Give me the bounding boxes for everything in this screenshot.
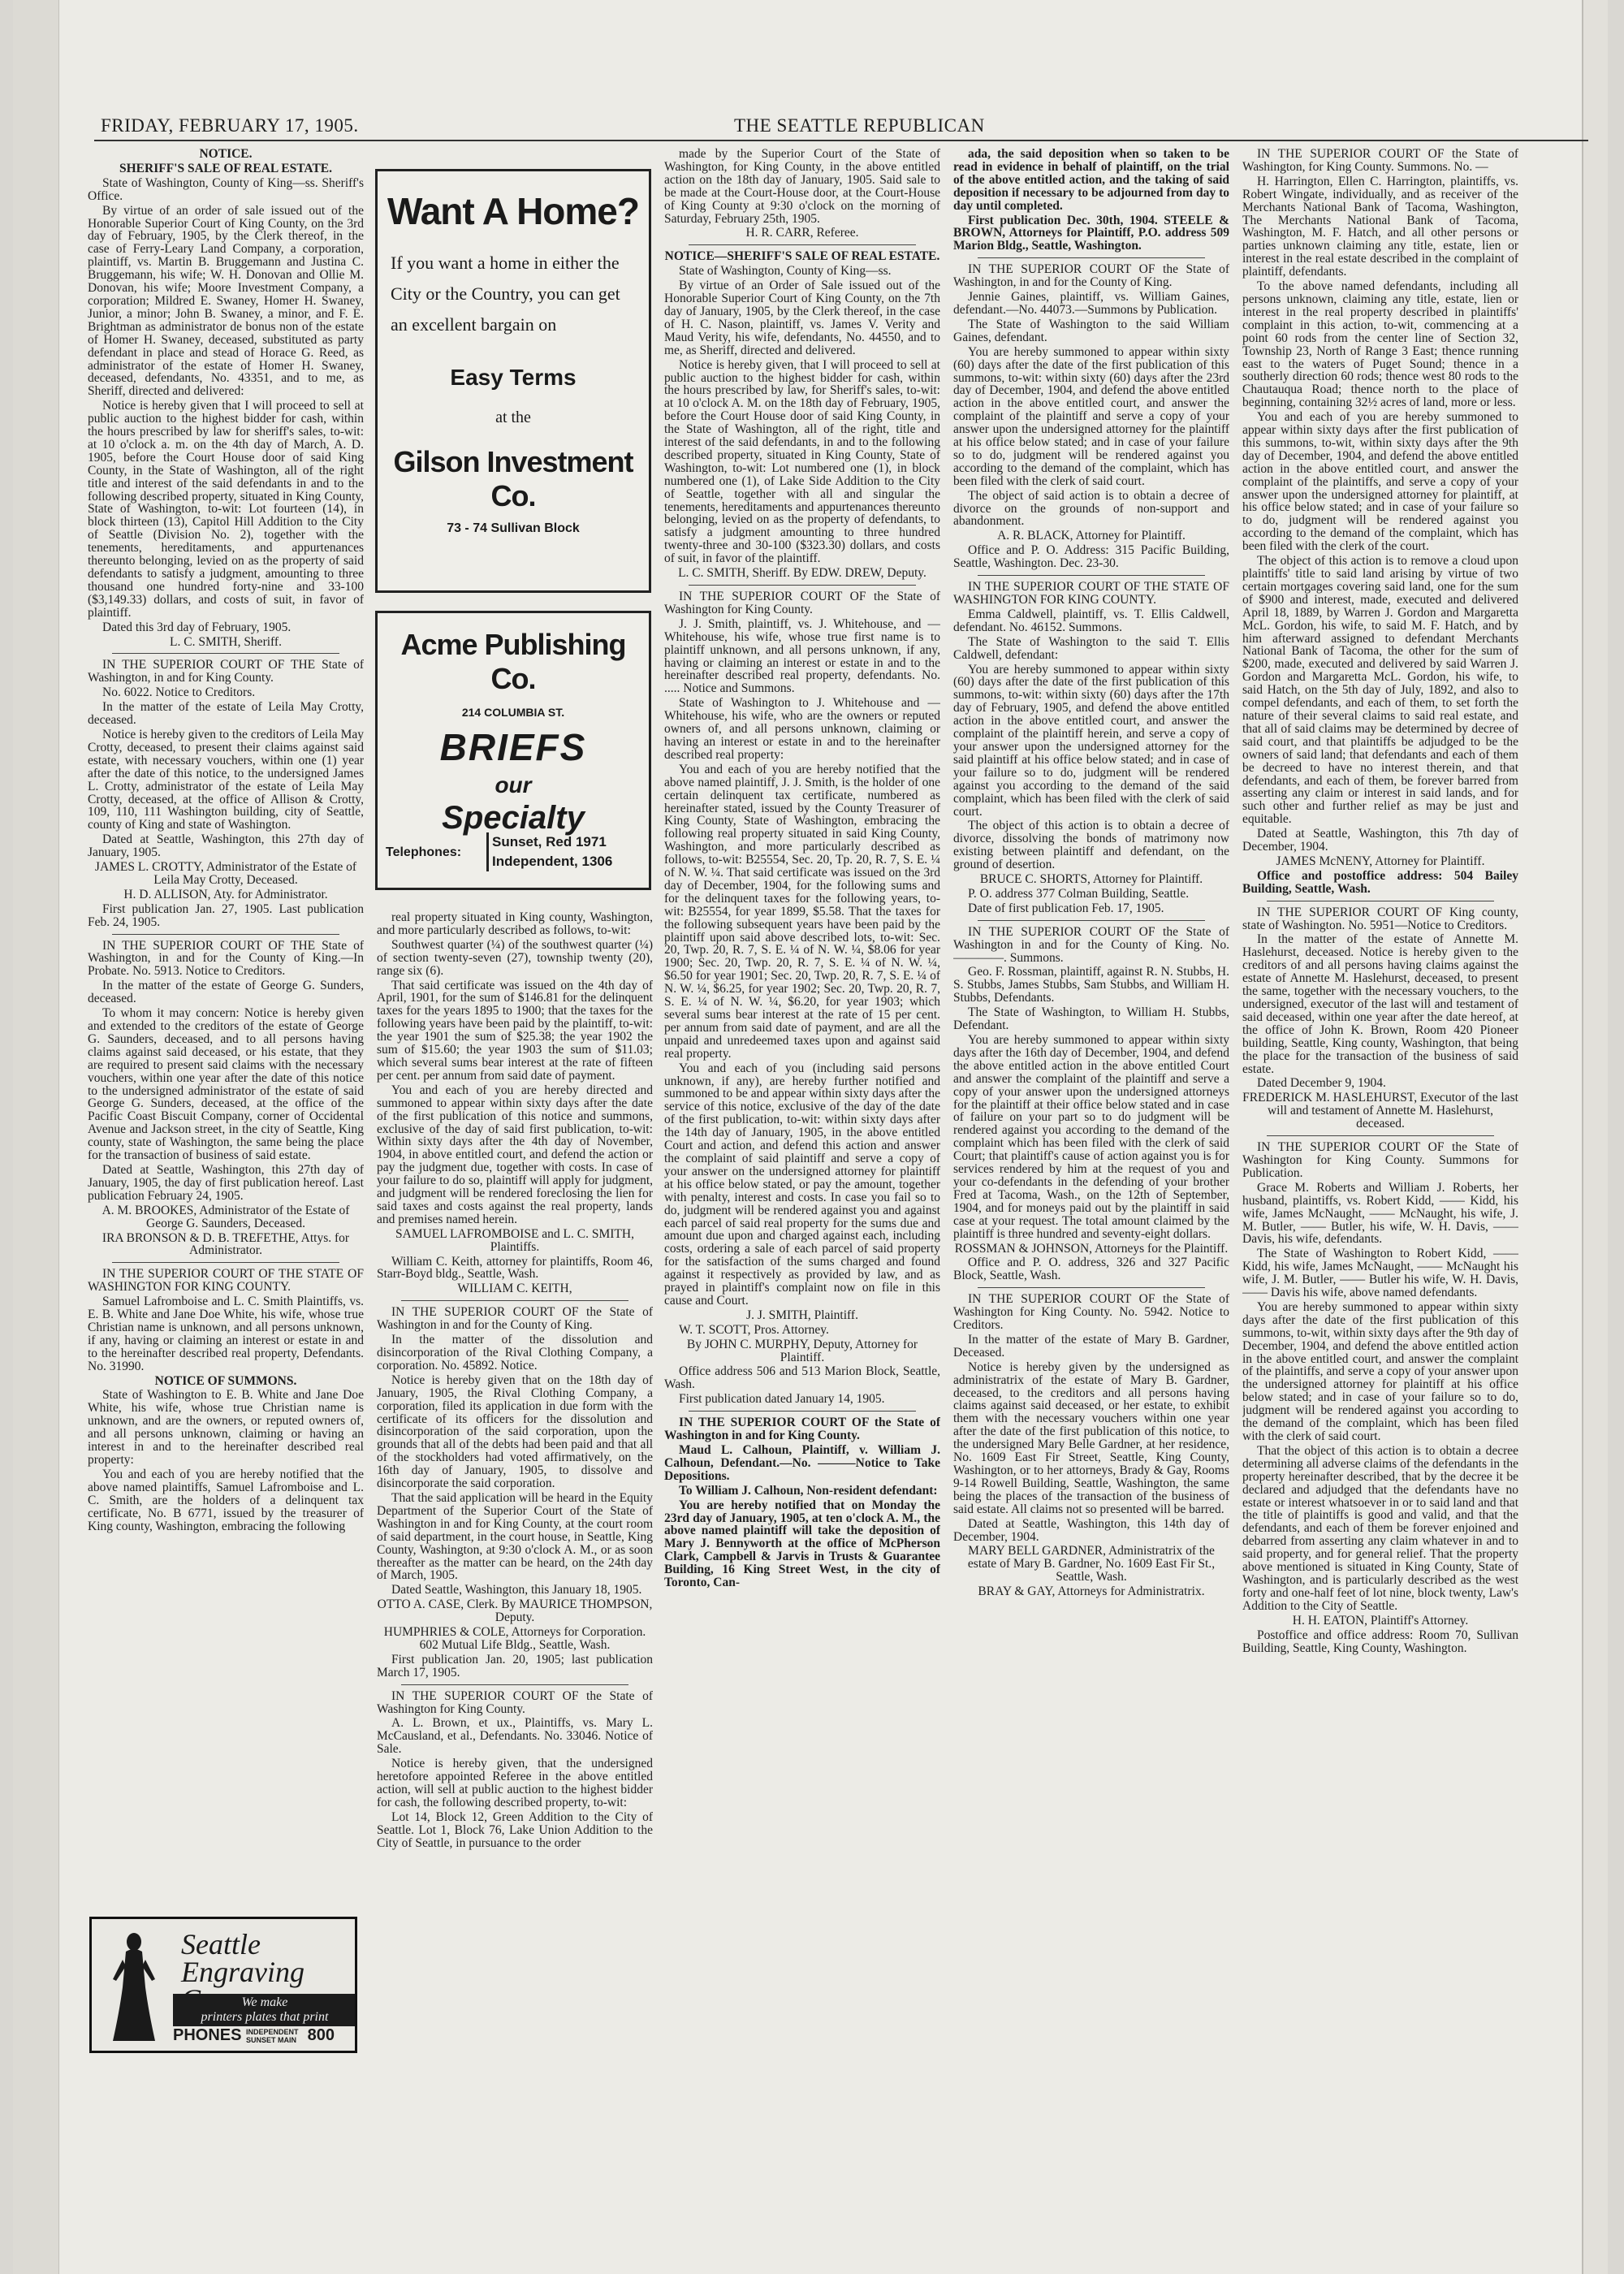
notice-divider: [978, 257, 1205, 258]
notice-paragraph: First publication Dec. 30th, 1904. STEELE & BROWN, Attorneys for Plaintiff, P.O. address 509 Marion Bldg., Seattle, Washington.: [953, 213, 1229, 253]
telephone-independent: Independent, 1306: [492, 854, 613, 869]
notice-paragraph: You and each of you are hereby summoned to appear within sixty days after the first publication of this summons, to-wit, within sixty days after the 9th day of December, 1904, and defend the above entitled action in the above entitled court, and answer the complaint of the plaintiffs, and serve a copy of your answer upon the undersigned attorney for plaintiff, at his office below stated; and in case of your failure so to do, judgment will be rendered against you according to the demand of the complaint, which has been filed with the clerk of the court.: [1242, 410, 1518, 554]
notice-paragraph: Postoffice and office address: Room 70, Sullivan Building, Seattle, King County, Washington.: [1242, 1628, 1518, 1655]
notice-divider: [401, 1684, 628, 1685]
notice-signature: JAMES L. CROTTY, Administrator of the Estate of Leila May Crotty, Deceased.: [94, 860, 357, 887]
notice-paragraph: Notice is hereby given by the undersigned as administratrix of the estate of Mary B. Gardner, deceased, to the creditors and all persons having claims against said deceased, or her estate, to exhibit them with the necessary vouchers within one year after the date of the first publication of this notice, to the undersigned Mary Belle Gardner, at her residence, No. 1609 East Fir Street, Seattle, King County, Washington, or to her attorneys, Brady & Gay, Rooms 9-14 Rowell Building, Seattle, Washington, the same being the places of the transaction of the business of said estate. All claims not so presented will be barred.: [953, 1360, 1229, 1516]
notice-paragraph: Dated December 9, 1904.: [1257, 1076, 1386, 1091]
engraving-slogan: [173, 1994, 356, 2026]
ad-address: 73 - 74 Sullivan Block: [447, 521, 580, 535]
slogan-line-1: We make: [241, 1995, 288, 2009]
notice-paragraph: Notice is hereby given that I will proceed to sell at public auction to the highest bidder for cash, within the hours prescribed by law for sheriff's sales, to-wit: at 10 o'clock a. m. on the 4th day of March, A. D. 1905, before the Court House door of said King County, in the State of Washington, all of the right title and interest of the said defendants in and to the following described property, situated in King County, State of Washington, to-wit: Lot fourteen (14), in block thirteen (13), Capitol Hill Addition to the City of Seattle (Division No. 2), together with the tenements, hereditaments, and appurtenances thereunto belonging, levied on as the property of said defendants to satisfy a judgment, amounting to three thousand one hundred forty-nine and 33-100 ($3,149.33) dollars, and costs of suit, in favor of plaintiff.: [88, 399, 364, 620]
notice-heading: NOTICE OF SUMMONS.: [154, 1373, 297, 1388]
notice-paragraph: You are hereby summoned to appear within sixty (60) days after the date of the first publication of this summons, to-wit: within sixty (60) days after the 23rd day of December, 1904, and defend the above entitled action in the above entitled court, and answer the complaint of the plaintiff and serve a copy of your answer upon the undersigned attorney for the plaintiff at his office below stated; and in case of your failure so to do, judgment will be rendered against you according to the demand of the complaint, which has been filed with the clerk of said court.: [953, 344, 1229, 488]
notice-paragraph: State of Washington, County of King—ss.: [679, 264, 892, 279]
paper-title: THE SEATTLE REPUBLICAN: [734, 115, 985, 136]
notice-divider: [689, 1411, 916, 1412]
notice-paragraph: Notice is hereby given to the creditors of Leila May Crotty, deceased, to present their claims against said estate, with necessary vouchers, within one (1) year after the date of this notice, to the undersigned James L. Crotty, administrator of the estate of Leila May Crotty, deceased, at the office of Allison & Crotty, 109, 110, 111 Washington building, city of Seattle, county of King and state of Washington.: [88, 727, 364, 832]
woman-figure-icon: [108, 1930, 160, 2044]
notice-divider: [112, 934, 339, 935]
notice-signature: J. J. SMITH, Plaintiff.: [746, 1308, 858, 1322]
notice-divider: [978, 920, 1205, 921]
notice-paragraph: You and each of you (including said persons unknown, if any), are hereby further notified and summoned to be and appear within sixty days after the service of this notice, exclusive of the day of the date of the first publication, to-wit: within sixty days after the 14th day of January, 1905, in the above entitled Court and action, and defend this action and answer the complaint of said plaintiff and serve a copy of your answer on the undersigned attorney for plaintiff at his office below stated, or pay the amount, together with penalty, interest and costs. In case you fail so to do, judgment will be rendered against you and against each parcel of said real property for the sums due and amount due upon and charged against each, including costs, ordering a sale of each parcel of said property for the satisfaction of the sums charged and found against it respectively as provided by law, and as prayed in plaintiff's complaint now on file in this cause and Court.: [664, 1061, 940, 1308]
notice-paragraph: Grace M. Roberts and William J. Roberts, her husband, plaintiffs, vs. Robert Kidd, —— Kidd, his wife, James McNaught, —— McNaught, his wife, J. M. Butler, —— Butler, his wife, W. H. Davis, —— Davis, his wife, defendants.: [1242, 1180, 1518, 1247]
notice-paragraph: In the matter of the estate of Leila May Crotty, deceased.: [88, 700, 364, 728]
column-2: [377, 911, 653, 1918]
notice-paragraph: You are hereby summoned to appear within sixty (60) days after the date of the first publication of this summons, to-wit: within sixty (60) days after the 17th day of February, 1905, and defend the above entitled action in the above entitled court, and answer the complaint of the plaintiff herein, and serve a copy of your answer upon the undersigned attorney for the said plaintiff at his office below stated; and in case of your failure so to do, judgment will be rendered against you according to the demand of the said complaint, which has been filed with the clerk of said court.: [953, 662, 1229, 819]
notice-paragraph: Notice is hereby given, that the undersigned heretofore appointed Referee in the above entitled action, will sell at public auction to the highest bidder for cash, the following described property, to-wit:: [377, 1757, 653, 1809]
notice-paragraph: To whom it may concern: Notice is hereby given and extended to the creditors of the estate of George G. Saunders, deceased, and to all persons having claims against said deceased, or his estate, that they are required to present said claims with the necessary vouchers, within one year after the date of this notice to the undersigned administrator of the estate of said George G. Sunders, deceased, at the office of the Pacific Coast Biscuit Company, corner of Occidental Avenue and Jackson street, in the city of Seattle, King county, state of Washington, the same being the place for the transaction of business of said estate.: [88, 1006, 364, 1163]
ad-street: 214 COLUMBIA ST.: [461, 706, 565, 719]
issue-date: FRIDAY, FEBRUARY 17, 1905.: [101, 115, 359, 136]
notice-paragraph: That the said application will be heard in the Equity Department of the Superior Court of the State of Washington in and for King County, at the court room of said department, in the court house, in Seattle, King County, Washington, at 9:30 o'clock A. M., or as soon thereafter as the matter can be heard, on the 24th day of March, 1905.: [377, 1490, 653, 1583]
seattle-engraving-ad: [89, 1917, 357, 2053]
notice-paragraph: Southwest quarter (¼) of the southwest quarter (¼) of section twenty-seven (27), township twenty (20), range six (6).: [377, 937, 653, 978]
notice-paragraph: Dated at Seattle, Washington, this 27th day of January, 1905, the day of first publication hereof. Last publication February 24, 1905.: [88, 1162, 364, 1203]
notice-paragraph: Samuel Lafromboise and L. C. Smith Plaintiffs, vs. E. B. White and Jane Doe White, his wife, whose true Christian name is unknown, and all persons unknown, if any, having or claiming an interest or estate in and to the hereinafter described real property, Defendants. No. 31990.: [88, 1295, 364, 1373]
notice-paragraph: William C. Keith, attorney for plaintiffs, Room 46, Starr-Boyd bldg., Seattle, Wash.: [377, 1254, 653, 1282]
ad-terms: Easy Terms: [450, 365, 577, 390]
notice-paragraph: Date of first publication Feb. 17, 1905.: [968, 901, 1164, 915]
gilson-investment-ad: [375, 169, 651, 593]
notice-paragraph: State of Washington to E. B. White and Jane Doe White, his wife, whose true Christian name is unknown, and are the owners, or reputed owners of, and all persons unknown, claiming or having an interest in and to the hereinafter described real property:: [88, 1388, 364, 1467]
notice-paragraph: Dated this 3rd day of February, 1905.: [102, 620, 292, 634]
notice-signature: FREDERICK M. HASLEHURST, Executor of the last will and testament of Annette M. Haslehurst, deceased.: [1242, 1091, 1518, 1131]
notice-divider: [978, 575, 1205, 576]
acme-publishing-ad: [375, 611, 651, 890]
binding-gutter: [13, 0, 59, 2274]
header-rule: [94, 140, 1588, 141]
ad-specialty: Specialty: [442, 800, 585, 836]
page-header: [101, 115, 1579, 140]
notice-heading: NOTICE—SHERIFF'S SALE OF REAL ESTATE.: [664, 249, 940, 264]
notice-paragraph: Office and P. O. address, 326 and 327 Pacific Block, Seattle, Wash.: [953, 1256, 1229, 1283]
notice-paragraph: In the matter of the estate of George G. Sunders, deceased.: [88, 979, 364, 1006]
notice-paragraph: Office and P. O. Address: 315 Pacific Building, Seattle, Washington. Dec. 23-30.: [953, 543, 1229, 571]
notice-paragraph: State of Washington, County of King—ss. Sheriff's Office.: [88, 175, 364, 203]
engraving-logo: Seattle Engraving: [181, 1928, 304, 1988]
ad-at-the: at the: [495, 409, 531, 426]
notice-paragraph: You and each of you are hereby notified that the above named plaintiffs, Samuel Lafromboise and L. C. Smith, are the holders of a delinquent tax certificate, No. B 6771, issued by the treasurer of King county, Washington, embracing the following: [88, 1467, 364, 1533]
notice-paragraph: IN THE SUPERIOR COURT OF King county, state of Washington. No. 5951—Notice to Creditors.: [1242, 905, 1518, 932]
notice-signature: HUMPHRIES & COLE, Attorneys for Corporation. 602 Mutual Life Bldg., Seattle, Wash.: [383, 1625, 646, 1652]
notice-paragraph: Dated Seattle, Washington, this January 18, 1905.: [391, 1583, 642, 1597]
newspaper-page: [13, 0, 1608, 2274]
notice-paragraph: ada, the said deposition when so taken to be read in evidence in behalf of plaintiff, on the trial of the above entitled action, and the taking of said deposition if necessary to be adjourned from day to day until completed.: [953, 148, 1229, 213]
notice-paragraph: IN THE SUPERIOR COURT OF the State of Washington in and for the County of King. No. ————. Summons.: [953, 924, 1229, 965]
notice-paragraph: IN THE SUPERIOR COURT OF the State of Washington in and for King County.: [664, 1416, 940, 1443]
notice-paragraph: The object of said action is to obtain a decree of divorce on the grounds of non-support and abandonment.: [953, 488, 1229, 529]
notice-paragraph: Office and postoffice address: 504 Bailey Building, Seattle, Wash.: [1242, 868, 1518, 896]
notice-paragraph: The State of Washington to the said T. Ellis Caldwell, defendant:: [953, 634, 1229, 662]
telephones-label: Telephones:: [386, 845, 462, 859]
ad-our: our: [495, 772, 532, 798]
ad-company: Gilson Investment Co.: [393, 445, 633, 512]
notice-paragraph: Jennie Gaines, plaintiff, vs. William Gaines, defendant.—No. 44073.—Summons by Publication.: [953, 290, 1229, 317]
notice-signature: BRUCE C. SHORTS, Attorney for Plaintiff.: [979, 872, 1203, 887]
notice-heading: NOTICE.: [199, 148, 253, 161]
notice-paragraph: IN THE SUPERIOR COURT OF THE State of Washington, in and for King County.: [88, 658, 364, 685]
notice-divider: [1267, 1135, 1494, 1136]
notice-paragraph: In the matter of the estate of Annette M. Haslehurst, deceased. Notice is hereby given to the creditors of and all persons having claims against the estate of Annette M. Haslehurst, deceased, to present the same, together with the necessary vouchers, to the undersigned, executor of the last will and testament of said deceased, within one year after the date hereof, at the office of John K. Brown, Room 420 Pioneer building, Seattle, King county, Washington, that being the place for the transaction of the business of said estate.: [1242, 932, 1518, 1076]
notice-signature: WILLIAM C. KEITH,: [457, 1282, 572, 1296]
notice-signature: H. H. EATON, Plaintiff's Attorney.: [1292, 1613, 1469, 1628]
notice-paragraph: The State of Washington to the said William Gaines, defendant.: [953, 317, 1229, 344]
notice-signature: A. R. BLACK, Attorney for Plaintiff.: [997, 529, 1186, 543]
notice-paragraph: That said certificate was issued on the 4th day of April, 1901, for the sum of $146.81 for the delinquent taxes for the years 1895 to 1900; that the taxes for the following years have been paid by the plaintiff, to-wit: the year 1901 the sum of $25.38; the year 1902 the sum of $15.60; the year 1903 the sum of $11.03; which several sums bear interest at the rate of fifteen per cent. per annum from said date of payment.: [377, 978, 653, 1083]
notice-signature: SAMUEL LAFROMBOISE and L. C. SMITH, Plaintiffs.: [395, 1226, 634, 1254]
notice-signature: L. C. SMITH, Sheriff. By EDW. DREW, Deputy.: [678, 566, 926, 581]
notice-paragraph: Maud L. Calhoun, Plaintiff, v. William J. Calhoun, Defendant.—No. ———Notice to Take Depositions.: [664, 1443, 940, 1483]
notice-paragraph: The object of this action is to remove a cloud upon plaintiffs' title to said land arising by virtue of two certain mortgages covering said land, one for the sum of $900 and interest, made, executed and delivered April 18, 1889, by Warren J. Gordon and Margaretta McL. Gordon, his wife, to said M. F. Hatch, and by him afterward assigned to defendant Merchants National Bank of Tacoma, the other for the sum of $200, made, executed and delivered by said Warren J. Gordon and Margaretta McL. Gordon, his wife, to said Hatch, on the 5th day of July, 1892, and also to compel defendants, and each of them, to set forth the nature of their several claims to said real estate, and that all of said claims may be determined by decree of said court, and that plaintiffs be adjudged to be the owners of said land; that defendants and each of them be decreed to have no interest therein, and that defendants, and each of them, be forever barred from asserting any claim or interest in said lands, and for such other and further relief as may be just and equitable.: [1242, 554, 1518, 827]
notice-paragraph: The State of Washington to Robert Kidd, —— Kidd, his wife, James McNaught, —— McNaught his wife, J. M. Butler, —— Butler his wife, W. H. Davis, —— Davis his wife, above named defendants.: [1242, 1247, 1518, 1300]
notice-paragraph: You are hereby summoned to appear within sixty days after the 16th day of December, 1904, and defend the above entitled action in the above entitled Court and answer the complaint of the plaintiff and serve a copy of your answer upon the undersigned attorneys for the plaintiff at their office below stated and in case of failure on your part so to do judgment will be rendered against you according to the demand of the complaint which has been filed with the clerk of said Court; that plaintiff's cause of action against you is for services rendered by him at the request of you and your co-defendants in the defending of your brother Fred at Tacoma, Wash., on the 12th of September, 1904, and for moneys paid out by the plaintiff in said case at your request. The total amount claimed by the plaintiff is three hundred and seventy-eight dollars.: [953, 1033, 1229, 1241]
notice-paragraph: Lot 14, Block 12, Green Addition to the City of Seattle. Lot 1, Block 76, Lake Union Addition to the City of Seattle, in pursuance to the order: [377, 1809, 653, 1850]
column-1: [88, 148, 364, 1910]
ad-telephones: [386, 832, 642, 873]
notice-paragraph: Dated at Seattle, Washington, this 27th day of January, 1905.: [88, 832, 364, 860]
ad-headline: Want A Home?: [387, 190, 639, 232]
notice-paragraph: You and each of you are hereby directed and summoned to appear within sixty days after the date of the first publication of this notice and summons, exclusive of the day of said first publication, to-wit: Within sixty days after the 4th day of November, 1904, in above entitled court, and defend the action or pay the judgment due, together with costs. In case of your failure to do so, plaintiff will apply for judgment, and judgment will be rendered foreclosing the lien for said taxes and costs against the real property, lands and premises named herein.: [377, 1083, 653, 1226]
notice-paragraph: No. 6022. Notice to Creditors.: [102, 685, 256, 700]
notice-divider: [112, 653, 339, 654]
notice-paragraph: IN THE SUPERIOR COURT OF THE State of Washington, in and for the County of King.—In Probate. No. 5913. Notice to Creditors.: [88, 938, 364, 979]
page-right-edge: [1582, 0, 1608, 2274]
notice-paragraph: IN THE SUPERIOR COURT OF the State of Washington, in and for the County of King.: [953, 262, 1229, 290]
notice-paragraph: First publication Jan. 20, 1905; last publication March 17, 1905.: [377, 1652, 653, 1680]
notice-paragraph: A. L. Brown, et ux., Plaintiffs, vs. Mary L. McCausland, et al., Defendants. No. 33046. Notice of Sale.: [377, 1716, 653, 1757]
notice-paragraph: Emma Caldwell, plaintiff, vs. T. Ellis Caldwell, defendant. No. 46152. Summons.: [953, 607, 1229, 634]
notice-divider: [401, 1300, 628, 1301]
ad-briefs: BRIEFS: [439, 726, 587, 768]
notice-signature: H. D. ALLISON, Aty. for Administrator.: [123, 887, 328, 901]
notice-paragraph: The object of this action is to obtain a decree of divorce, dissolving the bonds of matrimony now existing between plaintiff and defendant, on the ground of desertion.: [953, 819, 1229, 872]
notice-divider: [978, 1287, 1205, 1288]
notice-paragraph: State of Washington to J. Whitehouse and — Whitehouse, his wife, who are the owners or reputed owners of, and all persons unknown, claiming or having an interest or estate in and to the hereinafter described real property:: [664, 696, 940, 762]
notice-paragraph: Office address 506 and 513 Marion Block, Seattle, Wash.: [664, 1364, 940, 1392]
column-5: [1242, 148, 1518, 2186]
notice-paragraph: First publication dated January 14, 1905.: [679, 1392, 885, 1407]
notice-paragraph: By virtue of an Order of Sale issued out of the Honorable Superior Court of King County, on the 7th day of January, 1905, by the Clerk thereof, in the case of H. C. Nason, plaintiff, vs. James V. Verity and Maud Verity, his wife, defendants, No. 44550, and to me, as Sheriff, directed and delivered.: [664, 279, 940, 357]
notice-divider: [689, 585, 916, 586]
notice-paragraph: In the matter of the estate of Mary B. Gardner, Deceased.: [953, 1332, 1229, 1360]
engraving-phones: [173, 2026, 356, 2052]
notice-divider: [689, 244, 916, 245]
slogan-line-2: printers plates that print: [201, 2010, 329, 2024]
notice-paragraph: Notice is hereby given that on the 18th day of January, 1905, the Rival Clothing Company, a corporation, filed its application in due form with the certificate of its officers for the dissolution and disincorporation of the said corporation, upon the grounds that all of the debts had been paid and that all of the stockholders had voted affirmatively, on the 16th day of January, 1905, to dissolve and disincorporate the said corporation.: [377, 1373, 653, 1491]
notice-paragraph: To William J. Calhoun, Non-resident defendant:: [679, 1483, 938, 1498]
notice-paragraph: IN THE SUPERIOR COURT OF the State of Washington for King County.: [377, 1688, 653, 1716]
notice-signature: JAMES McNENY, Attorney for Plaintiff.: [1276, 854, 1485, 868]
notice-signature: A. M. BROOKES, Administrator of the Estate of George G. Saunders, Deceased.: [102, 1203, 350, 1230]
notice-paragraph: IN THE SUPERIOR COURT OF the State of Washington, for King County. Summons. No. —: [1242, 148, 1518, 174]
phones-number: 800: [307, 2026, 335, 2044]
telephone-sunset: Sunset, Red 1971: [492, 834, 607, 850]
notice-paragraph: IN THE SUPERIOR COURT OF the State of Washington for King County.: [664, 590, 940, 616]
notice-paragraph: In the matter of the dissolution and disincorporation of the Rival Clothing Company, a corporation. No. 45892. Notice.: [377, 1333, 653, 1373]
notice-heading: SHERIFF'S SALE OF REAL ESTATE.: [119, 161, 332, 175]
notice-signature: By JOHN C. MURPHY, Deputy, Attorney for Plaintiff.: [686, 1337, 918, 1364]
notice-paragraph: H. Harrington, Ellen C. Harrington, plaintiffs, vs. Robert Wingate, individually, and as receiver of the Merchants National Bank of Tacoma, Washington, The Merchants National Bank of Tacoma, Washington, M. F. Hatch, and all other persons or parties unknown claiming any title, estate, lien or interest in the real estate described in the complaint of plaintiff, defendants.: [1242, 174, 1518, 279]
ad-body: If you want a home in either the City or the Country, you can get an excellent bargain on: [391, 253, 620, 335]
notice-paragraph: W. T. SCOTT, Pros. Attorney.: [679, 1322, 829, 1337]
notice-paragraph: IN THE SUPERIOR COURT OF the State of Washington for King County. Summons for Publication.: [1242, 1140, 1518, 1180]
notice-signature: MARY BELL GARDNER, Administratrix of the estate of Mary B. Gardner, No. 1609 East Fir St., Seattle, Wash.: [967, 1544, 1216, 1584]
notice-signature: OTTO A. CASE, Clerk. By MAURICE THOMPSON, Deputy.: [377, 1597, 653, 1625]
notice-paragraph: IN THE SUPERIOR COURT OF THE STATE OF WASHINGTON FOR KING COUNTY.: [88, 1267, 364, 1295]
notice-paragraph: By virtue of an order of sale issued out of the Honorable Superior Court of King County, on the 3rd day of February, 1905, by the Clerk thereof, in the case of Ferry-Leary Land Company, a corporation, plaintiff, vs. Martin B. Bruggemann and Justina C. Bruggemann, his wife; W. H. Donovan and Ollie M. Donovan, his wife; Moore Investment Company, a corporation; Mildred E. Swaney, Homer H. Swaney, Junior, a minor; John B. Swaney, a minor, and F. E. Brightman as administrator de bonus non of the estate of Homer H. Swaney, deceased, substituted as party defendant in place and stead of Horace G. Reed, as administrator of the estate of Homer H. Swaney, deceased, defendants, No. 43351, and to me, as Sheriff, directed and delivered:: [88, 203, 364, 399]
notice-paragraph: P. O. address 377 Colman Building, Seattle.: [968, 886, 1190, 901]
notice-paragraph: J. J. Smith, plaintiff, vs. J. Whitehouse, and — Whitehouse, his wife, whose true first name is to plaintiff unknown, and all persons unknown, if any, having or claiming an interest or estate in and to the hereinafter described real property, defendants. No. ..... Notice and Summons.: [664, 616, 940, 696]
notice-paragraph: You are hereby notified that on Monday the 23rd day of January, 1905, at ten o'clock A. M., the above named plaintiff will take the deposition of Mary J. Bennyworth at the office of McPherson Clark, Campbell & Jarvis in Trusts & Guarantee Building, 16 King Street West, in the city of Toronto, Can-: [664, 1498, 940, 1590]
notice-paragraph: To the above named defendants, including all persons unknown, claiming any title, estate, lien or interest in the real property described in plaintiffs' complaint in this action, to-wit, commencing at a point 60 rods from the center line of Section 32, Township 23, North of Range 3 East; thence running east to the waters of Puget Sound; thence in a southerly direction 60 rods; thence west 80 rods to the Chautauqua Road; thence north to the place of beginning, containing 32½ acres of land, more or less.: [1242, 279, 1518, 410]
notice-paragraph: You are hereby summoned to appear within sixty days after the date of the first publication of this summons, to-wit, within sixty days after the 9th day of December, 1904, and defend the above entitled action in the above entitled court, and answer the complaint of the plaintiffs, and serve a copy of your answer upon the undersigned attorney for plaintiff at his office below stated; and in case of your failure so to do, judgment will be rendered against you according to the demand of the complaint, which has been filed with the clerk of said court.: [1242, 1299, 1518, 1443]
notice-paragraph: made by the Superior Court of the State of Washington, for King County, in the above entitled action on the 18th day of January, 1905. Said sale to be made at the Court-House door, at the Court-House of King County at 9:30 o'clock on the morning of Saturday, February 25th, 1905.: [664, 148, 940, 226]
notice-paragraph: Notice is hereby given, that I will proceed to sell at public auction to the highest bidder for cash, within the hours prescribed by law, for Sheriff's sales, to-wit: at 10 o'clock A. M. on the 18th day of February, 1905, before the Court House door of said King County, in the State of Washington, all of the right, title and interest of the said defendants, in and to the following described property, situated in King County, State of Washington, to-wit: Lot numbered one (1), in block numbered one (1), of Lake Side Addition to the City of Seattle, together with all and singular the tenements, hereditaments and appurtenances thereunto belonging, levied on as the property of defendants, to satisfy a judgment amounting to three hundred twenty-three and 30-100 ($323.30) dollars, and costs of suit, in favor of the plaintiff.: [664, 357, 940, 566]
notice-paragraph: IN THE SUPERIOR COURT OF the State of Washington for King County. No. 5942. Notice to Creditors.: [953, 1292, 1229, 1333]
notice-paragraph: The State of Washington, to William H. Stubbs, Defendant.: [953, 1005, 1229, 1033]
notice-paragraph: First publication Jan. 27, 1905. Last publication Feb. 24, 1905.: [88, 901, 364, 929]
notice-paragraph: Geo. F. Rossman, plaintiff, against R. N. Stubbs, H. S. Stubbs, James Stubbs, Sam Stubbs, and William H. Stubbs, Defendants.: [953, 965, 1229, 1005]
ad-headline: Acme Publishing Co.: [400, 628, 626, 695]
notice-signature: BRAY & GAY, Attorneys for Administratrix.: [978, 1584, 1205, 1599]
notice-paragraph: That the object of this action is to obtain a decree determining all adverse claims of the defendants in the property hereinafter described, that by the decree it be declared and adjudged that the defendants have no estate or interest whatsoever in or to said land and that the title of plaintiffs is good and valid, and that the defendants, and each of them be forever enjoined and debarred from asserting any claim whatever in and to said property, and for general relief. That the property above mentioned is situated in King County, State of Washington, and is particularly described as the west forty and one-half feet of lot nine, block twenty, Law's Addition to the City of Seattle.: [1242, 1443, 1518, 1613]
notice-signature: IRA BRONSON & D. B. TREFETHE, Attys. for Administrator.: [102, 1230, 350, 1258]
notice-paragraph: IN THE SUPERIOR COURT OF THE STATE OF WASHINGTON FOR KING COUNTY.: [953, 580, 1229, 607]
notice-signature: ROSSMAN & JOHNSON, Attorneys for the Plaintiff.: [954, 1241, 1229, 1256]
notice-paragraph: Dated at Seattle, Washington, this 14th day of December, 1904.: [953, 1516, 1229, 1544]
notice-paragraph: real property situated in King county, Washington, and more particularly described as follows, to-wit:: [377, 911, 653, 937]
notice-signature: H. R. CARR, Referee.: [745, 226, 859, 240]
notice-paragraph: You and each of you are hereby notified that the above named plaintiff, J. J. Smith, is the holder of one certain delinquent tax certificate, numbered as hereinafter stated, issued by the County Treasurer of King County, State of Washington, embracing the following real property situated in said King County, Washington, and more particularly described as follows, to-wit: B25554, Sec. 20, Tp. 20, R. 7, S. E. ¼ of N. W. ¼. That said certificate was issued on the 3rd day of December, 1904, for the following sums and for the delinquent taxes for the following years, to-wit: B25554, for year 1899, $5.58. That the taxes for the following subsequent years have been paid by the plaintiff upon said above described lots, to-wit: Sec. 20, Twp. 20, R. 7, S. E. ¼ of N. W. ¼, $8.06 for year 1900; Sec. 20, Twp. 20, R. 7, S. E. ¼ of N. W. ¼, $6.50 for year 1901; Sec. 20, Twp. 20, R. 7, S. E. ¼ of N. W. ¼, $6.25, for year 1902; Sec. 20, Twp. 20, R. 7, S. E. ¼ of N. W. ¼, $6.20, for year 1903; which several sums bear interest at the rate of 15 per cent. per annum from said date of payment, and are all the unpaid and unredeemed taxes upon and against said real property.: [664, 762, 940, 1061]
column-3: [664, 148, 940, 2064]
notice-paragraph: IN THE SUPERIOR COURT OF the State of Washington in and for the County of King.: [377, 1305, 653, 1333]
notice-signature: L. C. SMITH, Sheriff.: [170, 634, 282, 649]
telephone-numbers: [486, 832, 612, 871]
phones-exchanges: INDEPENDENT SUNSET MAIN: [246, 2027, 299, 2044]
phones-label: PHONES: [173, 2026, 242, 2044]
notice-paragraph: Dated at Seattle, Washington, this 7th day of December, 1904.: [1242, 827, 1518, 854]
column-4: [953, 148, 1229, 2235]
notice-divider: [112, 1262, 339, 1263]
